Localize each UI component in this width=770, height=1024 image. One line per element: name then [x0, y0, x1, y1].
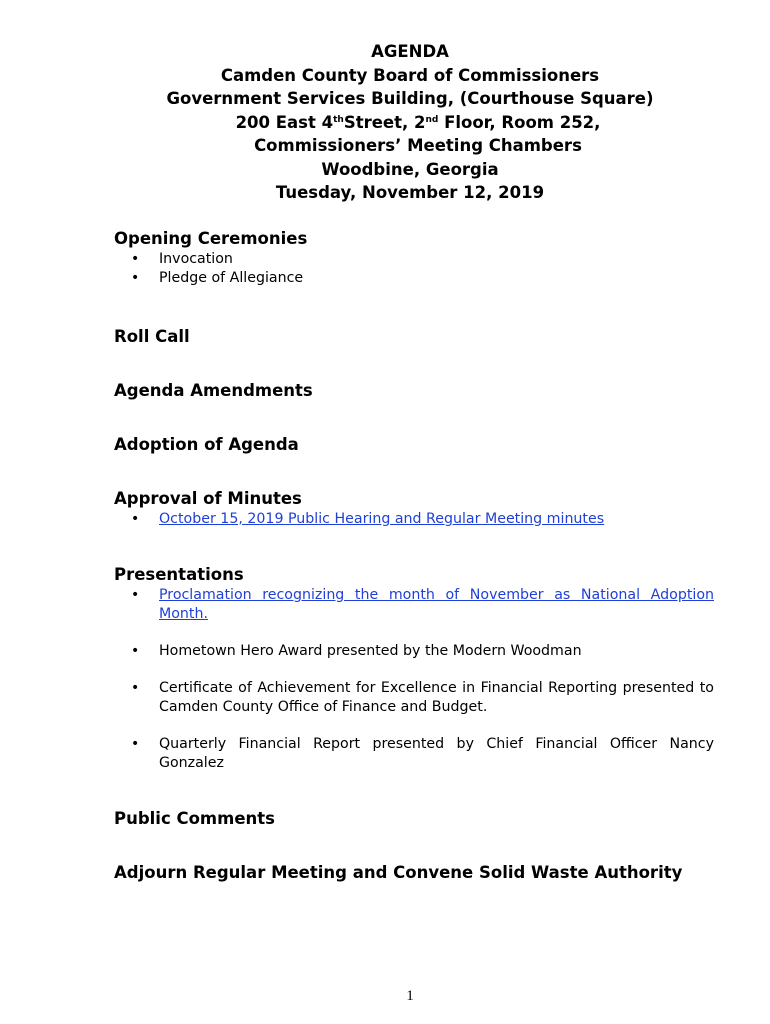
building-name: Government Services Building, (Courthouse Square): [166, 89, 654, 108]
section-public-comments: [114, 808, 714, 830]
heading-agenda-amendments: Agenda Amendments: [114, 381, 313, 400]
section-approval-of-minutes: [114, 488, 714, 529]
minutes-link[interactable]: October 15, 2019 Public Hearing and Regular Meeting minutes: [159, 511, 605, 527]
city-state: Woodbine, Georgia: [321, 159, 499, 179]
list-item-certificate: • Certificate of Achievement for Excellence in Financial Reporting presented to Camden County Office of Finance and Budget.: [114, 679, 714, 717]
section-roll-call: [114, 326, 714, 348]
address-street: Street, 2: [343, 112, 426, 132]
minutes-list: [114, 510, 714, 529]
section-opening-ceremonies: [114, 228, 714, 288]
section-presentations: [114, 564, 714, 773]
heading-adjourn: Adjourn Regular Meeting and Convene Solid Waste Authority: [114, 863, 683, 882]
board-name: Camden County Board of Commissioners: [220, 65, 600, 85]
heading-public-comments: Public Comments: [114, 809, 275, 828]
list-item-proclamation: [114, 586, 714, 624]
opening-list: [114, 250, 714, 288]
address-number: 200 East 4: [235, 112, 334, 132]
section-adjourn: [114, 862, 734, 884]
heading-roll-call: Roll Call: [114, 327, 190, 346]
list-item-pledge: • Pledge of Allegiance: [114, 269, 714, 288]
address-th-superscript: th: [333, 114, 344, 125]
list-item-hometown-hero: • Hometown Hero Award presented by the Modern Woodman: [114, 642, 714, 661]
heading-adoption-of-agenda: Adoption of Agenda: [114, 435, 299, 454]
heading-presentations: Presentations: [114, 565, 244, 584]
agenda-header: [0, 40, 770, 205]
meeting-chambers: Commissioners’ Meeting Chambers: [254, 136, 582, 155]
proclamation-link[interactable]: Proclamation recognizing the month of November as National Adoption Month.: [159, 587, 714, 622]
agenda-title: AGENDA: [371, 42, 449, 61]
list-item-minutes: [114, 510, 714, 529]
address-nd-superscript: nd: [425, 114, 439, 125]
meeting-date: Tuesday, November 12, 2019: [275, 183, 545, 202]
address-rest: Floor, Room 252,: [438, 112, 601, 132]
presentations-list: [114, 586, 714, 773]
page-number: 1: [406, 988, 414, 1004]
section-agenda-amendments: [114, 380, 714, 402]
list-item-invocation: • Invocation: [114, 250, 714, 269]
heading-opening-ceremonies: Opening Ceremonies: [114, 229, 308, 248]
list-item-financial-report: • Quarterly Financial Report presented by Chief Financial Officer Nancy Gonzalez: [114, 735, 714, 773]
heading-approval-of-minutes: Approval of Minutes: [114, 489, 302, 508]
section-adoption-of-agenda: [114, 434, 714, 456]
address-line: [16, 111, 770, 135]
